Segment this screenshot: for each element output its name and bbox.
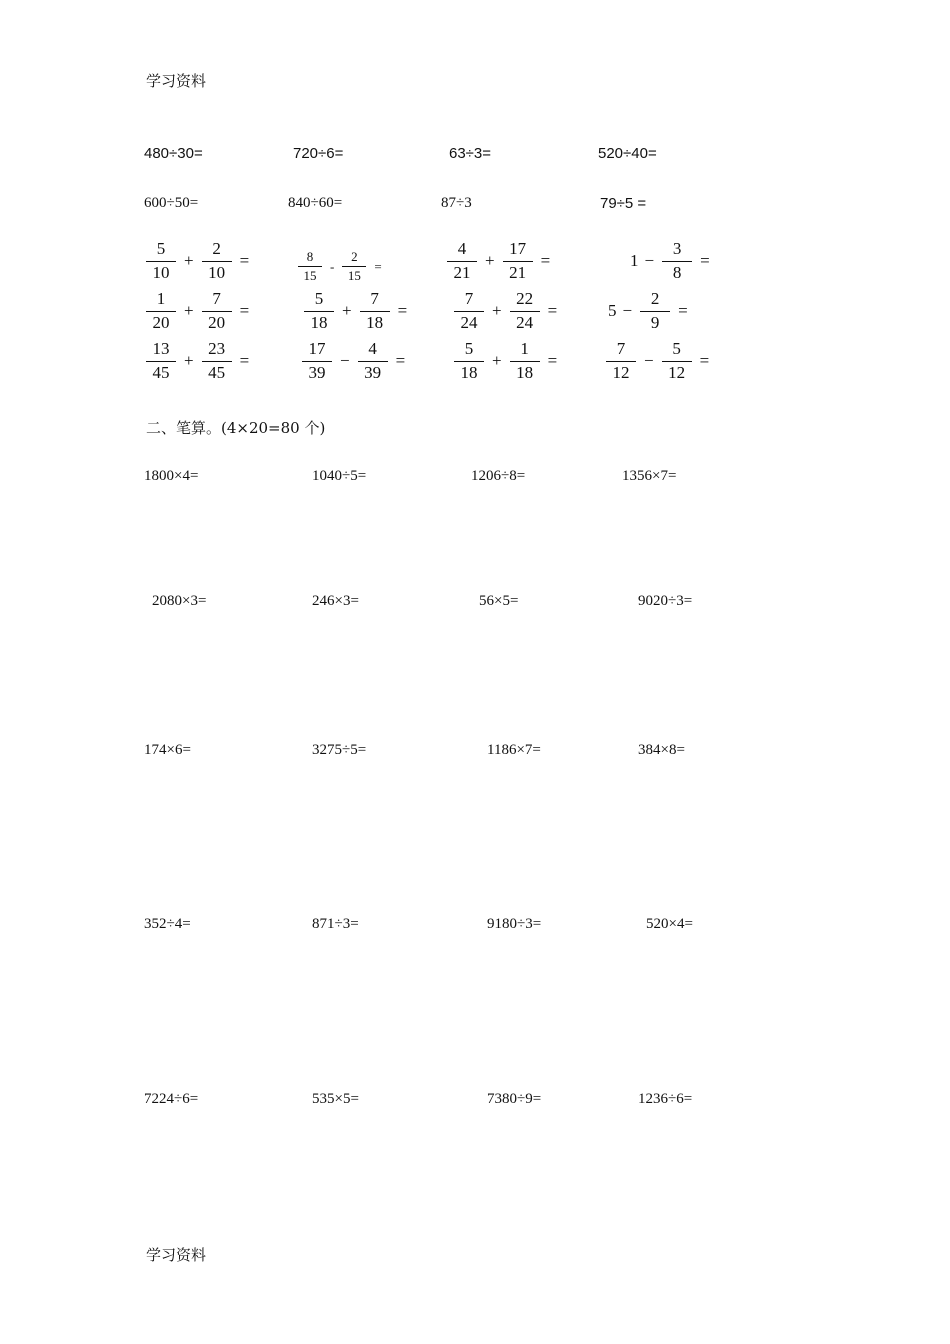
operator: − — [340, 351, 350, 371]
denominator: 20 — [208, 312, 226, 332]
equals-sign: = — [540, 251, 551, 271]
fraction-problem — [296, 250, 388, 284]
fraction-bar — [503, 261, 533, 262]
operator: − — [644, 351, 654, 371]
fraction — [638, 290, 672, 332]
fraction — [501, 240, 535, 282]
fraction-bar — [360, 311, 390, 312]
written-problem: 1236÷6= — [638, 1091, 693, 1107]
equals-sign: = — [547, 351, 558, 371]
fraction — [660, 240, 694, 282]
fraction-bar — [662, 361, 692, 362]
written-problem: 174×6= — [144, 742, 191, 758]
numerator: 5 — [156, 239, 166, 258]
written-problem: 1356×7= — [622, 468, 677, 484]
fraction — [340, 250, 368, 284]
fraction — [200, 290, 234, 332]
operator: + — [485, 251, 495, 271]
fraction-bar — [510, 361, 540, 362]
written-problem: 9020÷3= — [638, 593, 693, 609]
fraction-bar — [342, 266, 366, 267]
written-problem: 56×5= — [479, 593, 519, 609]
written-problem: 9180÷3= — [487, 916, 542, 932]
fraction — [452, 340, 486, 382]
fraction-problem — [445, 240, 556, 282]
equals-sign: = — [374, 258, 382, 274]
numerator: 5 — [464, 339, 474, 358]
fraction-problem — [144, 340, 255, 382]
fraction — [144, 290, 178, 332]
fraction — [508, 340, 542, 382]
written-problem: 535×5= — [312, 1091, 359, 1107]
denominator: 45 — [208, 362, 226, 382]
operator: + — [184, 301, 194, 321]
page-footer: 学习资料 — [146, 1246, 207, 1264]
numerator: 1 — [520, 339, 529, 358]
denominator: 24 — [460, 312, 478, 332]
fraction — [296, 250, 324, 284]
numerator: 1 — [156, 289, 166, 308]
denominator: 12 — [668, 362, 686, 382]
equals-sign: = — [700, 251, 710, 271]
written-problem: 7380÷9= — [487, 1091, 542, 1107]
denominator: 10 — [152, 262, 170, 282]
oral-problem: 840÷60= — [288, 195, 343, 211]
whole-number: 5 — [608, 301, 617, 321]
page-header: 学习资料 — [146, 72, 207, 90]
fraction-bar — [662, 261, 692, 262]
fraction-bar — [202, 311, 232, 312]
fraction-bar — [510, 311, 540, 312]
denominator: 15 — [303, 268, 317, 284]
fraction — [508, 290, 542, 332]
written-problem: 7224÷6= — [144, 1091, 199, 1107]
denominator: 8 — [672, 262, 682, 282]
denominator: 45 — [152, 362, 170, 382]
written-problem: 1040÷5= — [312, 468, 367, 484]
fraction — [144, 340, 178, 382]
operator: + — [342, 301, 352, 321]
fraction — [300, 340, 334, 382]
fraction-problem — [608, 290, 694, 332]
fraction — [302, 290, 336, 332]
oral-problem: 600÷50= — [144, 195, 199, 211]
fraction-problem — [144, 290, 255, 332]
oral-problem: 63÷3= — [449, 145, 492, 162]
operator: + — [492, 301, 502, 321]
numerator: 7 — [464, 289, 474, 308]
written-problem: 871÷3= — [312, 916, 359, 932]
fraction-bar — [146, 311, 176, 312]
denominator: 9 — [650, 312, 660, 332]
operator: − — [622, 301, 633, 321]
fraction-bar — [302, 361, 332, 362]
numerator: 7 — [212, 289, 221, 308]
written-problem: 2080×3= — [152, 593, 207, 609]
numerator: 7 — [616, 339, 626, 358]
written-problem: 1800×4= — [144, 468, 199, 484]
oral-problem: 520÷40= — [598, 145, 657, 162]
operator: − — [644, 251, 655, 271]
numerator: 4 — [368, 339, 377, 358]
denominator: 20 — [152, 312, 170, 332]
fraction-bar — [202, 261, 232, 262]
numerator: 2 — [212, 239, 221, 258]
fraction-problem — [452, 290, 563, 332]
numerator: 17 — [509, 239, 527, 258]
fraction-problem — [630, 240, 716, 282]
fraction-problem — [452, 340, 563, 382]
fraction — [200, 240, 234, 282]
equals-sign: = — [239, 351, 250, 371]
numerator: 8 — [306, 249, 314, 264]
numerator: 17 — [308, 339, 326, 358]
section-title: 二、笔算。(4×20=80 个) — [146, 419, 326, 437]
equals-sign: = — [397, 301, 408, 321]
whole-number: 1 — [630, 251, 639, 271]
denominator: 12 — [612, 362, 630, 382]
denominator: 18 — [516, 362, 534, 382]
fraction-bar — [454, 311, 484, 312]
fraction-bar — [447, 261, 477, 262]
fraction-problem — [604, 340, 715, 382]
fraction-bar — [304, 311, 334, 312]
fraction — [445, 240, 479, 282]
fraction — [358, 290, 392, 332]
written-problem: 246×3= — [312, 593, 359, 609]
denominator: 21 — [453, 262, 471, 282]
written-problem: 520×4= — [646, 916, 693, 932]
fraction-bar — [640, 311, 670, 312]
denominator: 15 — [347, 268, 361, 284]
written-problem: 3275÷5= — [312, 742, 367, 758]
oral-problem: 87÷3 — [441, 195, 472, 211]
fraction-bar — [146, 261, 176, 262]
denominator: 18 — [310, 312, 328, 332]
denominator: 39 — [364, 362, 382, 382]
numerator: 5 — [672, 339, 681, 358]
fraction-bar — [454, 361, 484, 362]
oral-problem: 480÷30= — [144, 145, 203, 162]
numerator: 7 — [370, 289, 379, 308]
denominator: 24 — [516, 312, 534, 332]
fraction-bar — [146, 361, 176, 362]
fraction — [356, 340, 390, 382]
fraction-problem — [144, 240, 255, 282]
equals-sign: = — [699, 351, 710, 371]
fraction-problem — [302, 290, 413, 332]
fraction — [200, 340, 234, 382]
denominator: 39 — [308, 362, 326, 382]
numerator: 23 — [208, 339, 226, 358]
numerator: 3 — [672, 239, 682, 258]
fraction-bar — [202, 361, 232, 362]
written-problem: 352÷4= — [144, 916, 191, 932]
equals-sign: = — [547, 301, 558, 321]
equals-sign: = — [395, 351, 406, 371]
numerator: 22 — [516, 289, 534, 308]
fraction-bar — [298, 266, 322, 267]
written-problem: 1186×7= — [487, 742, 541, 758]
denominator: 21 — [509, 262, 527, 282]
equals-sign: = — [239, 251, 250, 271]
fraction — [660, 340, 694, 382]
operator: + — [492, 351, 502, 371]
fraction — [144, 240, 178, 282]
written-problem: 1206÷8= — [471, 468, 526, 484]
numerator: 5 — [314, 289, 324, 308]
fraction — [452, 290, 486, 332]
operator: + — [184, 251, 194, 271]
numerator: 2 — [650, 289, 660, 308]
equals-sign: = — [239, 301, 250, 321]
denominator: 18 — [366, 312, 384, 332]
oral-problem: 720÷6= — [293, 145, 344, 162]
written-problem: 384×8= — [638, 742, 685, 758]
numerator: 2 — [351, 249, 358, 264]
denominator: 18 — [460, 362, 478, 382]
fraction-problem — [300, 340, 411, 382]
equals-sign: = — [678, 301, 688, 321]
numerator: 13 — [152, 339, 170, 358]
oral-problem: 79÷5 = — [600, 195, 647, 212]
fraction — [604, 340, 638, 382]
denominator: 10 — [208, 262, 226, 282]
operator: - — [330, 258, 335, 274]
fraction-bar — [358, 361, 388, 362]
numerator: 4 — [457, 239, 467, 258]
fraction-bar — [606, 361, 636, 362]
operator: + — [184, 351, 194, 371]
